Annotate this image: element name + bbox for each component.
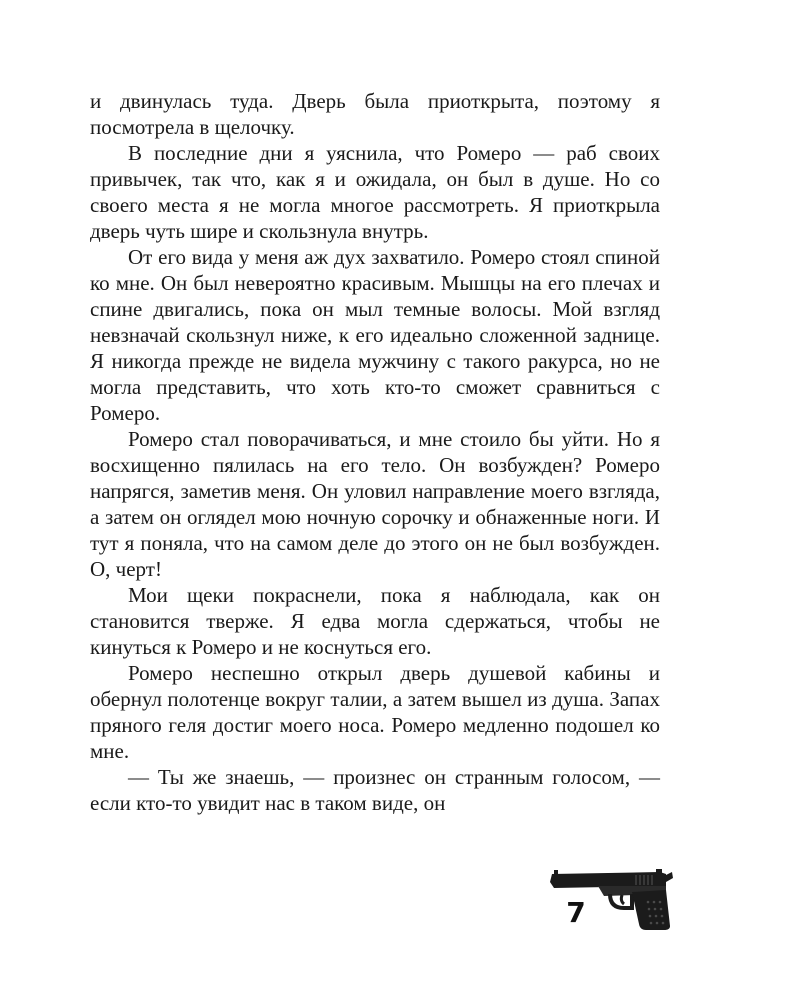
paragraph-7: — Ты же знаешь, — произнес он странным голосом, — если кто-то увидит нас в таком виде, он: [90, 765, 660, 815]
page-number: 7: [566, 896, 586, 929]
paragraph-2: В последние дни я уяснила, что Ромеро — раб своих привычек, так что, как я и ожидала, он был в душе. Но со своего места я не могла многое рассмотреть. Я приоткрыла дверь чуть шире и скользнула внутрь.: [90, 141, 660, 243]
paragraph-4: Ромеро стал поворачиваться, и мне стоило бы уйти. Но я восхищенно пялилась на его тело. Он возбужден? Ромеро напрягся, заметив меня. Он уловил направление моего взгляда, а затем он оглядел мою ночную сорочку и обнаженные ноги. И тут я поняла, что на самом деле до этого он не был возбужден. О, черт!: [90, 427, 660, 581]
paragraph-1: и двинулась туда. Дверь была приоткрыта, поэтому я посмотрела в щелочку.: [90, 89, 660, 139]
paragraph-5: Мои щеки покраснели, пока я наблюдала, как он становится тверже. Я едва могла сдержаться, чтобы не кинуться к Ромеро и не коснуться его.: [90, 583, 660, 659]
body-text: [90, 88, 660, 816]
paragraph-6: Ромеро неспешно открыл дверь душевой кабины и обернул полотенце вокруг талии, а затем вышел из душа. Запах пряного геля достиг моего носа. Ромеро медленно подошел ко мне.: [90, 661, 660, 763]
page-footer: [548, 868, 674, 932]
paragraph-3: От его вида у меня аж дух захватило. Ромеро стоял спиной ко мне. Он был невероятно красивым. Мышцы на его плечах и спине двигались, пока он мыл темные волосы. Мой взгляд невзначай скользнул ниже, к его идеально сложенной заднице. Я никогда прежде не видела мужчину с такого ракурса, но не могла представить, что хоть кто-то сможет сравниться с Ромеро.: [90, 245, 660, 425]
